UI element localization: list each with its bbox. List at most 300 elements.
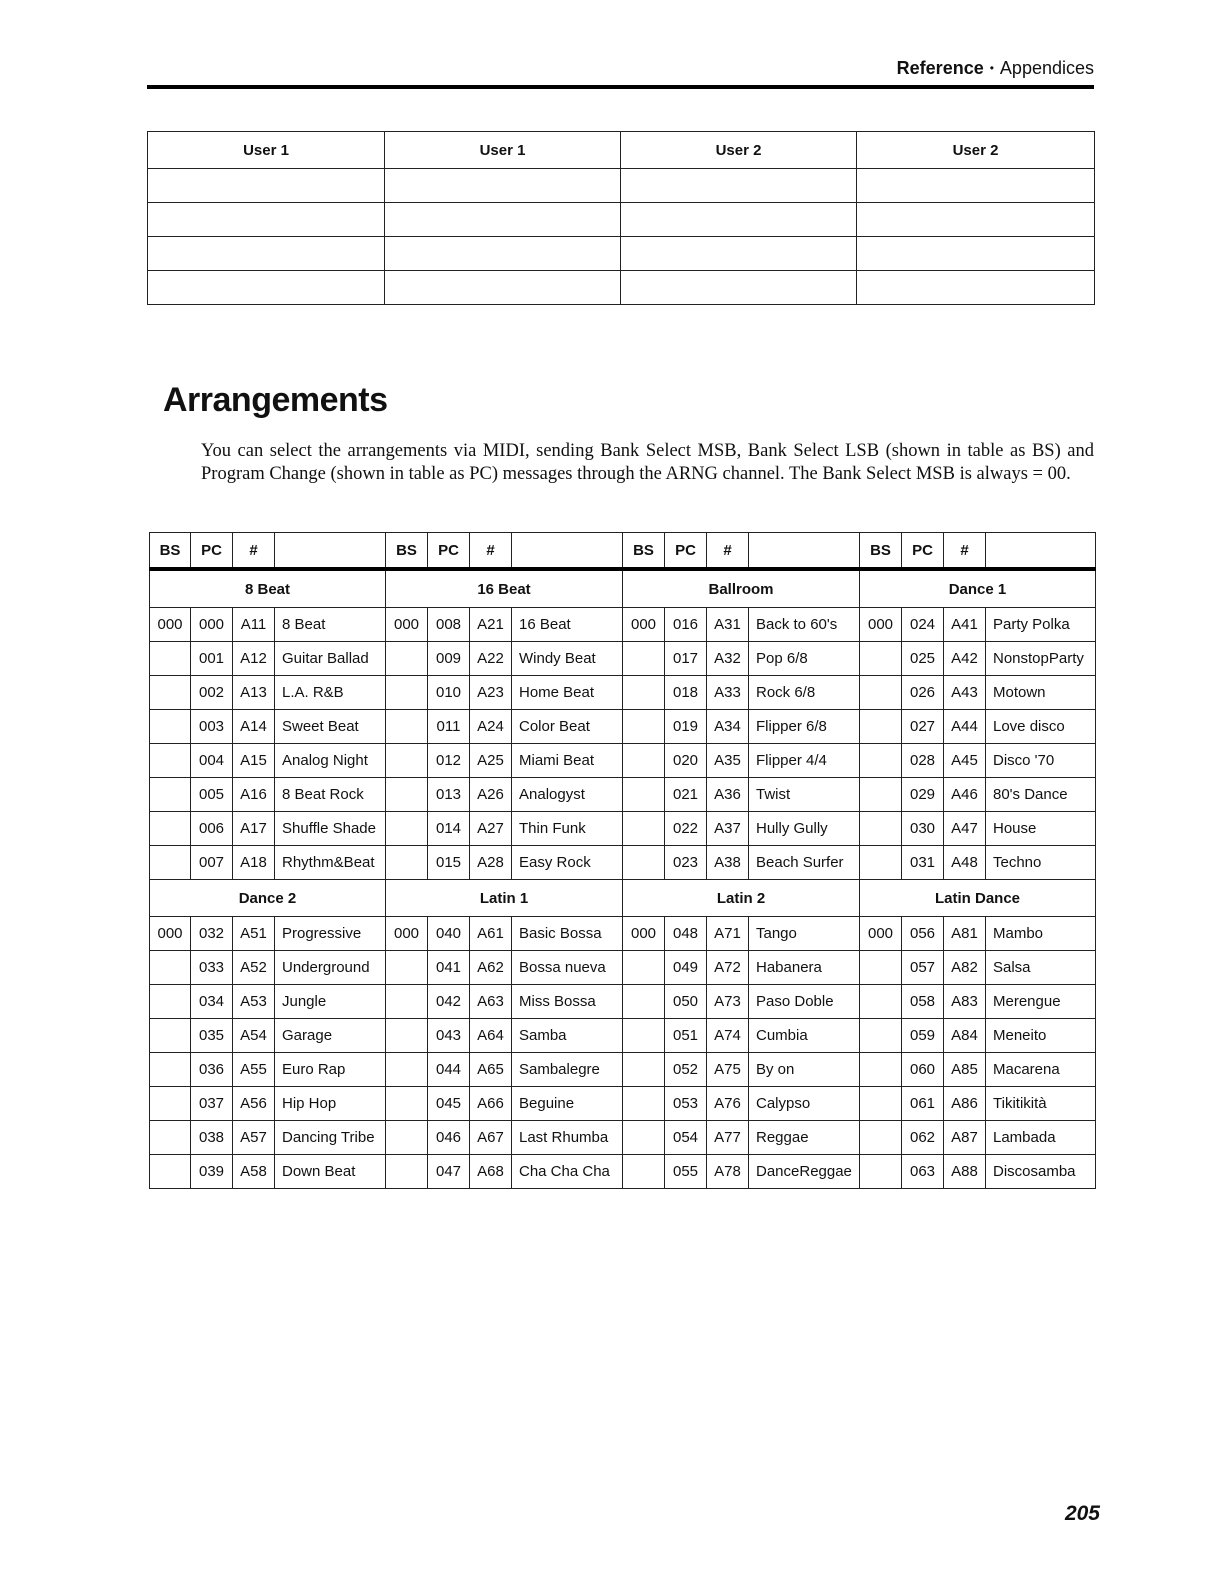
pc-cell: 033 bbox=[191, 951, 233, 985]
group-header-row bbox=[150, 880, 1096, 917]
bs-cell: 000 bbox=[386, 917, 428, 951]
arrangement-name-cell: Shuffle Shade bbox=[275, 812, 386, 846]
pc-cell: 020 bbox=[665, 744, 707, 778]
arrangement-name-cell: Hully Gully bbox=[749, 812, 860, 846]
pc-cell: 000 bbox=[191, 608, 233, 642]
number-cell: A16 bbox=[233, 778, 275, 812]
number-cell: A76 bbox=[707, 1087, 749, 1121]
arrangements-table-body bbox=[150, 569, 1096, 1189]
user-table-cell bbox=[385, 203, 621, 237]
bs-cell bbox=[386, 676, 428, 710]
user-table-row bbox=[148, 169, 1095, 203]
table-row bbox=[150, 1053, 1096, 1087]
intro-paragraph: You can select the arrangements via MIDI, sending Bank Select MSB, Bank Select LSB (shown in table as BS) and Program Change (shown in table as PC) messages through the ARNG channel. The Bank Select MSB is always = 00. bbox=[201, 441, 1094, 484]
arrangement-name-cell: Rhythm&Beat bbox=[275, 846, 386, 880]
arrangement-name-cell: 16 Beat bbox=[512, 608, 623, 642]
bs-cell bbox=[860, 676, 902, 710]
bs-cell: 000 bbox=[860, 917, 902, 951]
number-cell: A44 bbox=[944, 710, 986, 744]
bs-cell bbox=[150, 676, 191, 710]
bs-cell: 000 bbox=[860, 608, 902, 642]
pc-cell: 007 bbox=[191, 846, 233, 880]
user-table-header: User 2 bbox=[621, 132, 857, 169]
number-cell: A25 bbox=[470, 744, 512, 778]
pc-cell: 056 bbox=[902, 917, 944, 951]
arrangement-name-cell: Guitar Ballad bbox=[275, 642, 386, 676]
arrangement-name-cell: Garage bbox=[275, 1019, 386, 1053]
table-row bbox=[150, 608, 1096, 642]
bs-cell bbox=[386, 642, 428, 676]
group-name: Latin Dance bbox=[860, 880, 1096, 917]
bs-cell bbox=[623, 1121, 665, 1155]
number-cell: A47 bbox=[944, 812, 986, 846]
arrangement-name-cell: Twist bbox=[749, 778, 860, 812]
number-cell: A78 bbox=[707, 1155, 749, 1189]
user-table-header-row bbox=[148, 132, 1095, 169]
table-row bbox=[150, 1155, 1096, 1189]
pc-cell: 021 bbox=[665, 778, 707, 812]
bs-cell bbox=[150, 710, 191, 744]
number-cell: A45 bbox=[944, 744, 986, 778]
bs-cell bbox=[623, 985, 665, 1019]
pc-cell: 029 bbox=[902, 778, 944, 812]
number-cell: A27 bbox=[470, 812, 512, 846]
user-table-cell bbox=[148, 271, 385, 305]
pc-cell: 010 bbox=[428, 676, 470, 710]
arrangement-name-cell: Color Beat bbox=[512, 710, 623, 744]
header-section: Reference bbox=[896, 58, 984, 78]
column-header-pc: PC bbox=[428, 533, 470, 570]
user-table-cell bbox=[148, 169, 385, 203]
bs-cell bbox=[623, 1087, 665, 1121]
bs-cell bbox=[150, 744, 191, 778]
user-table-header: User 1 bbox=[385, 132, 621, 169]
arrangement-name-cell: Disco '70 bbox=[986, 744, 1096, 778]
number-cell: A41 bbox=[944, 608, 986, 642]
bs-cell bbox=[386, 1121, 428, 1155]
arrangement-name-cell: Calypso bbox=[749, 1087, 860, 1121]
number-cell: A46 bbox=[944, 778, 986, 812]
number-cell: A54 bbox=[233, 1019, 275, 1053]
pc-cell: 025 bbox=[902, 642, 944, 676]
pc-cell: 008 bbox=[428, 608, 470, 642]
bs-cell bbox=[623, 778, 665, 812]
bs-cell bbox=[150, 1019, 191, 1053]
user-table bbox=[147, 131, 1095, 305]
bs-cell bbox=[860, 778, 902, 812]
arrangement-name-cell: Motown bbox=[986, 676, 1096, 710]
pc-cell: 031 bbox=[902, 846, 944, 880]
bs-cell bbox=[150, 951, 191, 985]
column-header-number: # bbox=[944, 533, 986, 570]
pc-cell: 050 bbox=[665, 985, 707, 1019]
column-header-name bbox=[275, 533, 386, 570]
number-cell: A68 bbox=[470, 1155, 512, 1189]
arrangements-header-row bbox=[150, 533, 1096, 570]
user-table-header: User 2 bbox=[857, 132, 1095, 169]
pc-cell: 051 bbox=[665, 1019, 707, 1053]
bs-cell bbox=[150, 985, 191, 1019]
arrangement-name-cell: Rock 6/8 bbox=[749, 676, 860, 710]
arrangement-name-cell: Jungle bbox=[275, 985, 386, 1019]
pc-cell: 054 bbox=[665, 1121, 707, 1155]
group-name: Ballroom bbox=[623, 569, 860, 608]
table-row bbox=[150, 917, 1096, 951]
section-title: Arrangements bbox=[163, 381, 388, 419]
number-cell: A31 bbox=[707, 608, 749, 642]
pc-cell: 030 bbox=[902, 812, 944, 846]
table-row bbox=[150, 1019, 1096, 1053]
number-cell: A35 bbox=[707, 744, 749, 778]
user-table-row bbox=[148, 203, 1095, 237]
number-cell: A74 bbox=[707, 1019, 749, 1053]
number-cell: A64 bbox=[470, 1019, 512, 1053]
pc-cell: 061 bbox=[902, 1087, 944, 1121]
bs-cell bbox=[860, 951, 902, 985]
bs-cell bbox=[150, 778, 191, 812]
arrangement-name-cell: DanceReggae bbox=[749, 1155, 860, 1189]
arrangement-name-cell: Analog Night bbox=[275, 744, 386, 778]
bs-cell bbox=[150, 1121, 191, 1155]
pc-cell: 041 bbox=[428, 951, 470, 985]
arrangement-name-cell: Mambo bbox=[986, 917, 1096, 951]
group-header-row bbox=[150, 569, 1096, 608]
pc-cell: 001 bbox=[191, 642, 233, 676]
user-table-cell bbox=[148, 237, 385, 271]
arrangement-name-cell: Sweet Beat bbox=[275, 710, 386, 744]
arrangement-name-cell: Love disco bbox=[986, 710, 1096, 744]
number-cell: A51 bbox=[233, 917, 275, 951]
user-table-cell bbox=[857, 237, 1095, 271]
pc-cell: 046 bbox=[428, 1121, 470, 1155]
number-cell: A75 bbox=[707, 1053, 749, 1087]
pc-cell: 028 bbox=[902, 744, 944, 778]
bs-cell bbox=[386, 744, 428, 778]
pc-cell: 057 bbox=[902, 951, 944, 985]
arrangement-name-cell: Habanera bbox=[749, 951, 860, 985]
arrangement-name-cell: Party Polka bbox=[986, 608, 1096, 642]
arrangement-name-cell: Reggae bbox=[749, 1121, 860, 1155]
arrangements-table bbox=[149, 532, 1096, 1189]
header-separator: • bbox=[989, 61, 994, 75]
table-row bbox=[150, 951, 1096, 985]
arrangement-name-cell: Bossa nueva bbox=[512, 951, 623, 985]
pc-cell: 006 bbox=[191, 812, 233, 846]
pc-cell: 035 bbox=[191, 1019, 233, 1053]
column-header-bs: BS bbox=[860, 533, 902, 570]
bs-cell bbox=[860, 642, 902, 676]
arrangement-name-cell: L.A. R&B bbox=[275, 676, 386, 710]
bs-cell bbox=[860, 846, 902, 880]
arrangement-name-cell: Cha Cha Cha bbox=[512, 1155, 623, 1189]
bs-cell bbox=[386, 812, 428, 846]
pc-cell: 039 bbox=[191, 1155, 233, 1189]
arrangement-name-cell: NonstopParty bbox=[986, 642, 1096, 676]
bs-cell bbox=[623, 1019, 665, 1053]
number-cell: A26 bbox=[470, 778, 512, 812]
number-cell: A66 bbox=[470, 1087, 512, 1121]
bs-cell: 000 bbox=[150, 917, 191, 951]
pc-cell: 053 bbox=[665, 1087, 707, 1121]
pc-cell: 005 bbox=[191, 778, 233, 812]
arrangement-name-cell: Miss Bossa bbox=[512, 985, 623, 1019]
pc-cell: 059 bbox=[902, 1019, 944, 1053]
pc-cell: 027 bbox=[902, 710, 944, 744]
number-cell: A84 bbox=[944, 1019, 986, 1053]
column-header-pc: PC bbox=[902, 533, 944, 570]
number-cell: A32 bbox=[707, 642, 749, 676]
user-table-cell bbox=[385, 271, 621, 305]
number-cell: A17 bbox=[233, 812, 275, 846]
arrangement-name-cell: Flipper 4/4 bbox=[749, 744, 860, 778]
arrangement-name-cell: Cumbia bbox=[749, 1019, 860, 1053]
bs-cell bbox=[860, 985, 902, 1019]
bs-cell bbox=[386, 1053, 428, 1087]
arrangement-name-cell: Back to 60's bbox=[749, 608, 860, 642]
number-cell: A55 bbox=[233, 1053, 275, 1087]
header-subsection: Appendices bbox=[999, 58, 1094, 78]
table-row bbox=[150, 812, 1096, 846]
user-table-cell bbox=[621, 271, 857, 305]
number-cell: A67 bbox=[470, 1121, 512, 1155]
bs-cell bbox=[623, 951, 665, 985]
arrangement-name-cell: Sambalegre bbox=[512, 1053, 623, 1087]
pc-cell: 055 bbox=[665, 1155, 707, 1189]
pc-cell: 023 bbox=[665, 846, 707, 880]
number-cell: A58 bbox=[233, 1155, 275, 1189]
pc-cell: 022 bbox=[665, 812, 707, 846]
pc-cell: 026 bbox=[902, 676, 944, 710]
table-row bbox=[150, 710, 1096, 744]
arrangement-name-cell: Beguine bbox=[512, 1087, 623, 1121]
bs-cell bbox=[623, 846, 665, 880]
user-table-cell bbox=[621, 169, 857, 203]
user-table-cell bbox=[857, 169, 1095, 203]
number-cell: A61 bbox=[470, 917, 512, 951]
bs-cell bbox=[386, 1019, 428, 1053]
column-header-pc: PC bbox=[665, 533, 707, 570]
pc-cell: 024 bbox=[902, 608, 944, 642]
bs-cell bbox=[860, 1155, 902, 1189]
table-row bbox=[150, 778, 1096, 812]
bs-cell bbox=[623, 642, 665, 676]
number-cell: A87 bbox=[944, 1121, 986, 1155]
bs-cell bbox=[860, 744, 902, 778]
arrangement-name-cell: Meneito bbox=[986, 1019, 1096, 1053]
pc-cell: 018 bbox=[665, 676, 707, 710]
bs-cell bbox=[860, 812, 902, 846]
bs-cell bbox=[386, 1155, 428, 1189]
arrangement-name-cell: Pop 6/8 bbox=[749, 642, 860, 676]
number-cell: A72 bbox=[707, 951, 749, 985]
pc-cell: 009 bbox=[428, 642, 470, 676]
user-table-cell bbox=[857, 203, 1095, 237]
number-cell: A85 bbox=[944, 1053, 986, 1087]
group-name: 8 Beat bbox=[150, 569, 386, 608]
number-cell: A21 bbox=[470, 608, 512, 642]
arrangement-name-cell: Analogyst bbox=[512, 778, 623, 812]
user-table-cell bbox=[621, 203, 857, 237]
arrangement-name-cell: Underground bbox=[275, 951, 386, 985]
bs-cell bbox=[623, 744, 665, 778]
number-cell: A24 bbox=[470, 710, 512, 744]
pc-cell: 058 bbox=[902, 985, 944, 1019]
user-table-cell bbox=[621, 237, 857, 271]
user-table-cell bbox=[385, 237, 621, 271]
number-cell: A63 bbox=[470, 985, 512, 1019]
number-cell: A48 bbox=[944, 846, 986, 880]
number-cell: A23 bbox=[470, 676, 512, 710]
arrangement-name-cell: Salsa bbox=[986, 951, 1096, 985]
number-cell: A83 bbox=[944, 985, 986, 1019]
number-cell: A77 bbox=[707, 1121, 749, 1155]
arrangement-name-cell: Dancing Tribe bbox=[275, 1121, 386, 1155]
table-row bbox=[150, 846, 1096, 880]
number-cell: A13 bbox=[233, 676, 275, 710]
number-cell: A88 bbox=[944, 1155, 986, 1189]
number-cell: A33 bbox=[707, 676, 749, 710]
pc-cell: 063 bbox=[902, 1155, 944, 1189]
bs-cell bbox=[386, 1087, 428, 1121]
table-row bbox=[150, 985, 1096, 1019]
bs-cell bbox=[623, 676, 665, 710]
pc-cell: 034 bbox=[191, 985, 233, 1019]
bs-cell bbox=[150, 1155, 191, 1189]
bs-cell bbox=[386, 778, 428, 812]
number-cell: A71 bbox=[707, 917, 749, 951]
number-cell: A28 bbox=[470, 846, 512, 880]
arrangement-name-cell: Hip Hop bbox=[275, 1087, 386, 1121]
number-cell: A38 bbox=[707, 846, 749, 880]
bs-cell bbox=[386, 985, 428, 1019]
number-cell: A12 bbox=[233, 642, 275, 676]
number-cell: A56 bbox=[233, 1087, 275, 1121]
column-header-bs: BS bbox=[386, 533, 428, 570]
arrangement-name-cell: Thin Funk bbox=[512, 812, 623, 846]
pc-cell: 048 bbox=[665, 917, 707, 951]
pc-cell: 062 bbox=[902, 1121, 944, 1155]
number-cell: A37 bbox=[707, 812, 749, 846]
arrangement-name-cell: Last Rhumba bbox=[512, 1121, 623, 1155]
number-cell: A22 bbox=[470, 642, 512, 676]
bs-cell bbox=[150, 1053, 191, 1087]
pc-cell: 019 bbox=[665, 710, 707, 744]
user-table-row bbox=[148, 271, 1095, 305]
arrangement-name-cell: Beach Surfer bbox=[749, 846, 860, 880]
bs-cell bbox=[150, 1087, 191, 1121]
number-cell: A62 bbox=[470, 951, 512, 985]
pc-cell: 042 bbox=[428, 985, 470, 1019]
arrangement-name-cell: 8 Beat bbox=[275, 608, 386, 642]
user-table-cell bbox=[385, 169, 621, 203]
group-name: Latin 1 bbox=[386, 880, 623, 917]
arrangement-name-cell: Tikitikità bbox=[986, 1087, 1096, 1121]
pc-cell: 038 bbox=[191, 1121, 233, 1155]
number-cell: A15 bbox=[233, 744, 275, 778]
bs-cell bbox=[623, 812, 665, 846]
arrangement-name-cell: Macarena bbox=[986, 1053, 1096, 1087]
bs-cell bbox=[860, 1087, 902, 1121]
bs-cell bbox=[386, 846, 428, 880]
table-row bbox=[150, 744, 1096, 778]
user-table-cell bbox=[148, 203, 385, 237]
table-row bbox=[150, 642, 1096, 676]
bs-cell bbox=[150, 812, 191, 846]
pc-cell: 012 bbox=[428, 744, 470, 778]
pc-cell: 016 bbox=[665, 608, 707, 642]
pc-cell: 004 bbox=[191, 744, 233, 778]
number-cell: A34 bbox=[707, 710, 749, 744]
number-cell: A14 bbox=[233, 710, 275, 744]
pc-cell: 052 bbox=[665, 1053, 707, 1087]
number-cell: A81 bbox=[944, 917, 986, 951]
table-row bbox=[150, 1121, 1096, 1155]
bs-cell bbox=[860, 710, 902, 744]
column-header-number: # bbox=[707, 533, 749, 570]
bs-cell bbox=[623, 1155, 665, 1189]
group-name: Latin 2 bbox=[623, 880, 860, 917]
number-cell: A52 bbox=[233, 951, 275, 985]
pc-cell: 043 bbox=[428, 1019, 470, 1053]
arrangement-name-cell: 8 Beat Rock bbox=[275, 778, 386, 812]
arrangement-name-cell: Euro Rap bbox=[275, 1053, 386, 1087]
bs-cell bbox=[623, 710, 665, 744]
running-header bbox=[147, 58, 1094, 80]
arrangement-name-cell: Progressive bbox=[275, 917, 386, 951]
number-cell: A73 bbox=[707, 985, 749, 1019]
column-header-name bbox=[512, 533, 623, 570]
column-header-number: # bbox=[470, 533, 512, 570]
bs-cell bbox=[386, 951, 428, 985]
bs-cell bbox=[150, 846, 191, 880]
pc-cell: 037 bbox=[191, 1087, 233, 1121]
bs-cell bbox=[860, 1121, 902, 1155]
column-header-number: # bbox=[233, 533, 275, 570]
number-cell: A11 bbox=[233, 608, 275, 642]
user-table-body bbox=[148, 169, 1095, 305]
number-cell: A42 bbox=[944, 642, 986, 676]
arrangement-name-cell: Paso Doble bbox=[749, 985, 860, 1019]
user-table-row bbox=[148, 237, 1095, 271]
arrangement-name-cell: House bbox=[986, 812, 1096, 846]
arrangement-name-cell: Down Beat bbox=[275, 1155, 386, 1189]
arrangement-name-cell: Windy Beat bbox=[512, 642, 623, 676]
page-number: 205 bbox=[1064, 1502, 1100, 1525]
pc-cell: 011 bbox=[428, 710, 470, 744]
pc-cell: 049 bbox=[665, 951, 707, 985]
arrangement-name-cell: Flipper 6/8 bbox=[749, 710, 860, 744]
arrangement-name-cell: By on bbox=[749, 1053, 860, 1087]
bs-cell bbox=[860, 1053, 902, 1087]
header-rule bbox=[147, 85, 1094, 89]
user-table-header: User 1 bbox=[148, 132, 385, 169]
pc-cell: 003 bbox=[191, 710, 233, 744]
number-cell: A53 bbox=[233, 985, 275, 1019]
arrangement-name-cell: Home Beat bbox=[512, 676, 623, 710]
pc-cell: 032 bbox=[191, 917, 233, 951]
bs-cell bbox=[386, 710, 428, 744]
number-cell: A57 bbox=[233, 1121, 275, 1155]
group-name: Dance 1 bbox=[860, 569, 1096, 608]
column-header-bs: BS bbox=[150, 533, 191, 570]
pc-cell: 047 bbox=[428, 1155, 470, 1189]
table-row bbox=[150, 1087, 1096, 1121]
arrangement-name-cell: 80's Dance bbox=[986, 778, 1096, 812]
pc-cell: 044 bbox=[428, 1053, 470, 1087]
number-cell: A86 bbox=[944, 1087, 986, 1121]
pc-cell: 015 bbox=[428, 846, 470, 880]
bs-cell: 000 bbox=[623, 917, 665, 951]
